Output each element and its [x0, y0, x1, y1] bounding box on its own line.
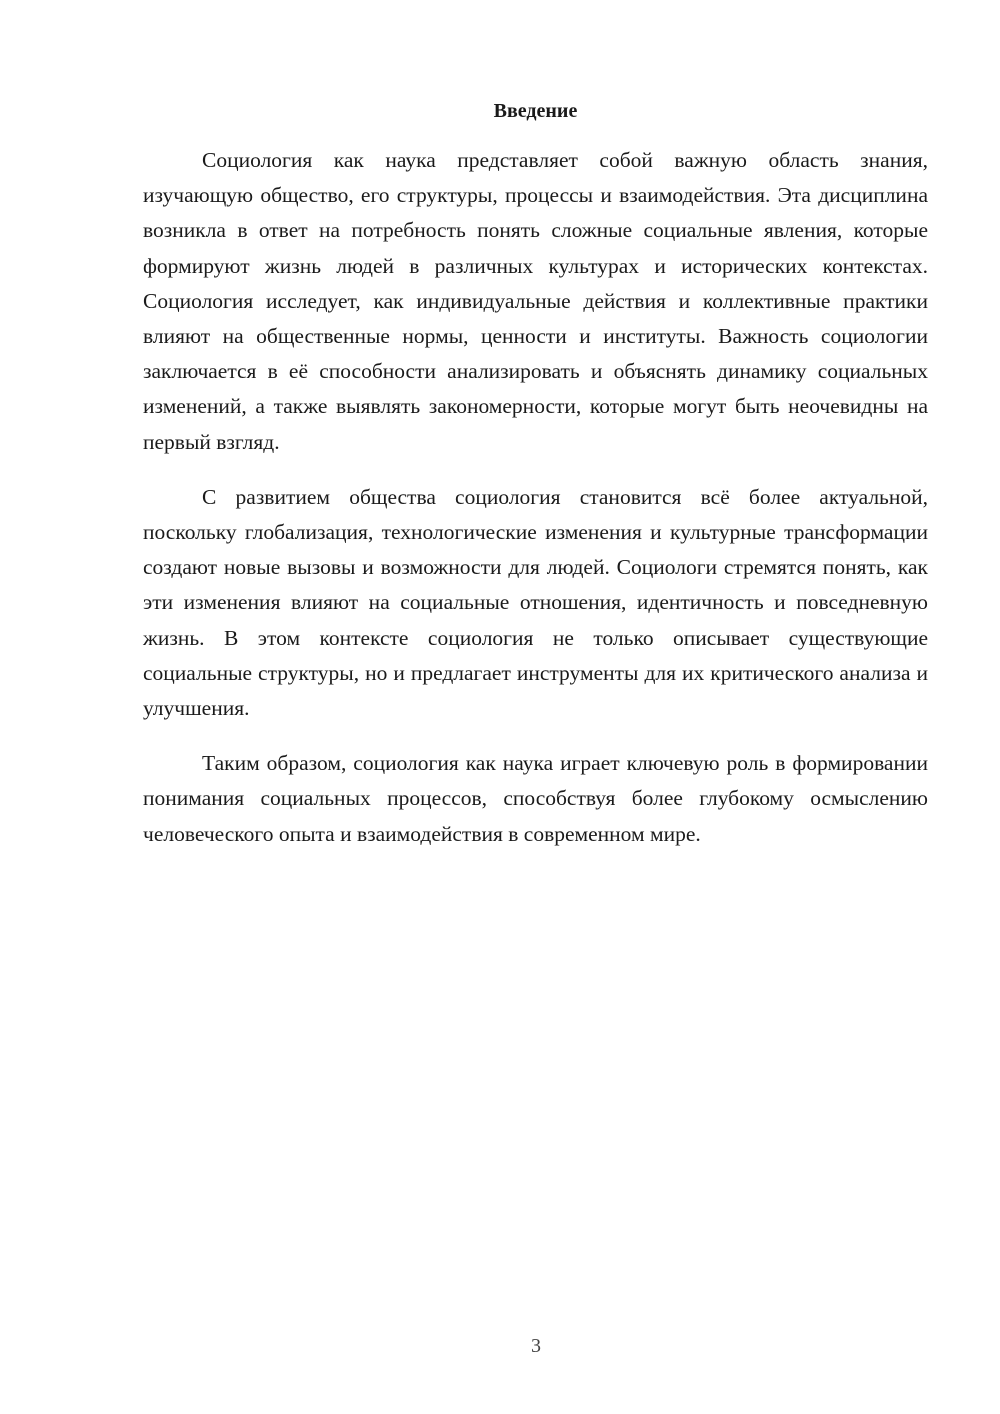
paragraph-2: С развитием общества социология становится всё более актуальной, поскольку глобализация, технологические изменения и культурные трансформации создают новые вызовы и возможности для людей. Социологи стремятся понять, как эти изменения влияют на социальные отношения, идентичность и повседневную жизнь. В этом контексте социология не только описывает существующие социальные структуры, но и предлагает инструменты для их критического анализа и улучшения. — [143, 484, 928, 721]
section-heading: Введение — [493, 100, 578, 122]
body-text — [143, 143, 928, 872]
page-number: 3 — [531, 1335, 541, 1357]
paragraph-3: Таким образом, социология как наука играет ключевую роль в формировании понимания социальных процессов, способствуя более глубокому осмыслению человеческого опыта и взаимодействия в современном мире. — [143, 751, 928, 846]
paragraph-1: Социология как наука представляет собой важную область знания, изучающую общество, его структуры, процессы и взаимодействия. Эта дисциплина возникла в ответ на потребность понять сложные социальные явления, которые формируют жизнь людей в различных культурах и исторических контекстах. Социология исследует, как индивидуальные действия и коллективные практики влияют на общественные нормы, ценности и институты. Важность социологии заключается в её способности анализировать и объяснять динамику социальных изменений, а также выявлять закономерности, которые могут быть неочевидны на первый взгляд. — [143, 148, 928, 454]
